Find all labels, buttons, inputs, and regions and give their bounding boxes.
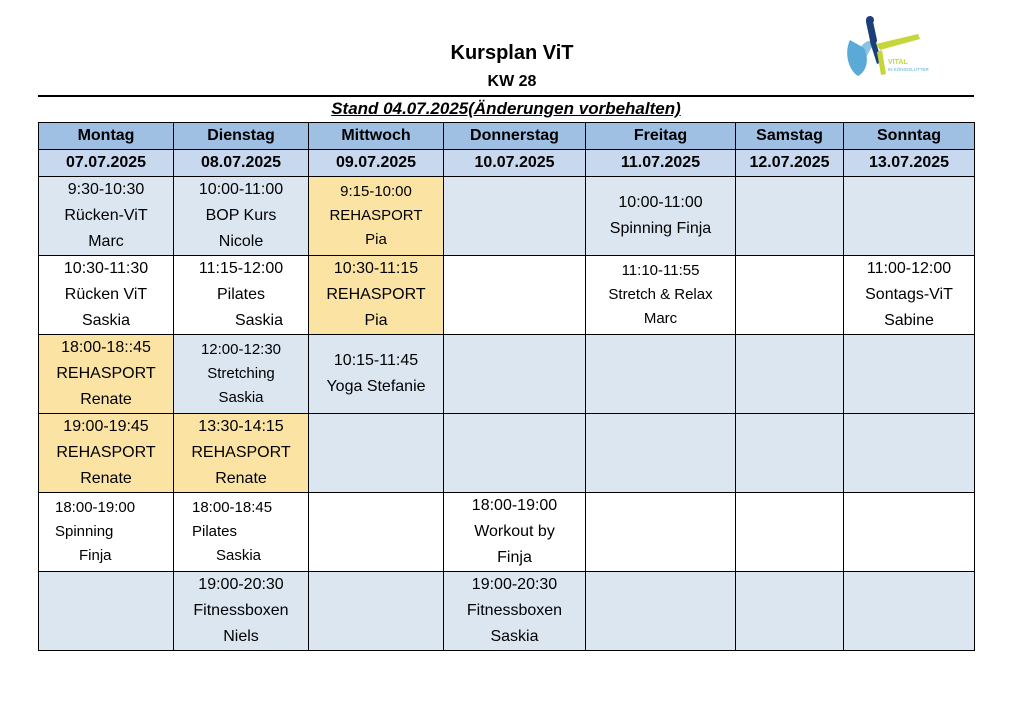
- week-label: KW 28: [487, 73, 537, 90]
- schedule-row: [39, 414, 975, 493]
- course-cell: [174, 572, 309, 651]
- course-time: 18:00-19:00: [55, 499, 136, 516]
- schedule-row: [39, 256, 975, 335]
- logo-text-place: IN KÖNIGSLUTTER: [888, 67, 929, 72]
- course-time: 9:15-10:00: [340, 183, 412, 200]
- course-time: 10:30-11:30: [63, 260, 149, 277]
- course-name: Spinning Finja: [609, 220, 712, 237]
- day-date: 10.07.2025: [444, 150, 586, 177]
- course-trainer: Saskia: [218, 389, 264, 406]
- empty-cell: [736, 493, 844, 572]
- course-cell-rehasport: [39, 414, 174, 493]
- course-name: BOP Kurs: [205, 207, 277, 224]
- empty-cell: [736, 256, 844, 335]
- empty-cell: [736, 177, 844, 256]
- date-row: [39, 150, 975, 177]
- course-name: Rücken ViT: [64, 286, 148, 303]
- day-header: Mittwoch: [309, 123, 444, 150]
- empty-cell: [844, 414, 975, 493]
- course-time: 10:15-11:45: [333, 352, 419, 369]
- course-name: Pilates: [216, 286, 266, 303]
- course-name: Stretching: [207, 365, 275, 382]
- course-trainer: Finja: [497, 549, 532, 566]
- empty-cell: [844, 572, 975, 651]
- empty-cell: [309, 414, 444, 493]
- day-header: Montag: [39, 123, 174, 150]
- course-name: Fitnessboxen: [193, 602, 289, 619]
- course-name: REHASPORT: [56, 365, 156, 382]
- empty-cell: [586, 572, 736, 651]
- course-name: Rücken-ViT: [64, 207, 148, 224]
- course-cell: [39, 493, 174, 572]
- course-trainer: Renate: [80, 391, 132, 408]
- course-time: 18:00-19:00: [471, 497, 558, 514]
- empty-cell: [586, 493, 736, 572]
- course-time: 10:00-11:00: [618, 194, 703, 211]
- course-cell: [174, 256, 309, 335]
- course-trainer: Niels: [223, 628, 259, 645]
- day-date: 12.07.2025: [736, 150, 844, 177]
- course-cell-rehasport: [309, 256, 444, 335]
- day-date: 07.07.2025: [39, 150, 174, 177]
- course-trainer: Pia: [364, 312, 388, 329]
- course-cell: [444, 493, 586, 572]
- course-cell: [174, 177, 309, 256]
- course-time: 10:00-11:00: [198, 181, 284, 198]
- course-trainer: Marc: [643, 310, 678, 327]
- course-cell: [444, 572, 586, 651]
- course-cell: [586, 177, 736, 256]
- empty-cell: [586, 335, 736, 414]
- course-trainer: Renate: [215, 470, 267, 487]
- course-cell: [309, 335, 444, 414]
- course-name: Fitnessboxen: [466, 602, 563, 619]
- empty-cell: [844, 493, 975, 572]
- course-time: 12:00-12:30: [200, 341, 282, 358]
- stand-note: Stand 04.07.2025(Änderungen vorbehalten): [331, 99, 681, 118]
- empty-cell: [444, 256, 586, 335]
- empty-cell: [309, 572, 444, 651]
- course-time: 19:00-19:45: [63, 418, 149, 435]
- course-trainer: Renate: [80, 470, 132, 487]
- schedule-row: [39, 572, 975, 651]
- empty-cell: [39, 572, 174, 651]
- course-name: Yoga Stefanie: [326, 378, 426, 395]
- course-name: REHASPORT: [191, 444, 291, 461]
- schedule-row: [39, 335, 975, 414]
- course-name: Workout by: [474, 523, 555, 540]
- empty-cell: [586, 414, 736, 493]
- course-trainer: Pia: [365, 231, 387, 248]
- course-trainer: Saskia: [490, 628, 539, 645]
- day-header: Samstag: [736, 123, 844, 150]
- empty-cell: [844, 335, 975, 414]
- day-date: 13.07.2025: [844, 150, 975, 177]
- empty-cell: [736, 414, 844, 493]
- course-cell: [174, 493, 309, 572]
- empty-cell: [736, 335, 844, 414]
- course-name: REHASPORT: [329, 207, 423, 224]
- course-name: REHASPORT: [326, 286, 426, 303]
- day-header: Sonntag: [844, 123, 975, 150]
- course-time: 11:00-12:00: [866, 260, 952, 277]
- course-cell-rehasport: [174, 414, 309, 493]
- course-trainer: Finja: [79, 547, 112, 564]
- course-time: 19:00-20:30: [198, 576, 284, 593]
- empty-cell: [844, 177, 975, 256]
- course-name: Spinning: [55, 523, 114, 540]
- empty-cell: [444, 414, 586, 493]
- empty-cell: [444, 177, 586, 256]
- day-header: Dienstag: [174, 123, 309, 150]
- vit-logo: [836, 12, 936, 84]
- course-time: 18:00-18:45: [192, 499, 273, 516]
- day-date: 11.07.2025: [586, 150, 736, 177]
- course-time: 13:30-14:15: [198, 418, 284, 435]
- day-header: Freitag: [586, 123, 736, 150]
- course-name: Stretch & Relax: [608, 286, 713, 303]
- page-title: Kursplan ViT: [450, 42, 574, 64]
- course-trainer: Sabine: [884, 312, 934, 329]
- title-divider: [38, 95, 974, 97]
- course-trainer: Nicole: [218, 233, 264, 250]
- course-name: Pilates: [192, 523, 238, 540]
- vit-logo-graphic: [836, 12, 936, 84]
- course-name: Sontags-ViT: [865, 286, 953, 303]
- course-trainer: Marc: [88, 233, 124, 250]
- schedule-row: [39, 177, 975, 256]
- course-cell: [844, 256, 975, 335]
- course-time: 10:30-11:15: [333, 260, 419, 277]
- course-time: 9:30-10:30: [67, 181, 145, 198]
- course-cell: [39, 256, 174, 335]
- course-time: 11:15-12:00: [198, 260, 284, 277]
- course-trainer: Saskia: [216, 547, 262, 564]
- course-trainer: Saskia: [81, 312, 131, 329]
- empty-cell: [309, 493, 444, 572]
- course-name: REHASPORT: [56, 444, 156, 461]
- course-cell-rehasport: [39, 335, 174, 414]
- schedule-row: [39, 493, 975, 572]
- day-header-row: [39, 123, 975, 150]
- logo-text-vital: VITAL: [888, 59, 908, 66]
- day-header: Donnerstag: [444, 123, 586, 150]
- course-cell: [586, 256, 736, 335]
- course-cell: [174, 335, 309, 414]
- course-schedule-table: [38, 122, 975, 651]
- empty-cell: [736, 572, 844, 651]
- day-date: 08.07.2025: [174, 150, 309, 177]
- course-time: 18:00-18::45: [61, 339, 151, 356]
- course-time: 19:00-20:30: [471, 576, 558, 593]
- day-date: 09.07.2025: [309, 150, 444, 177]
- course-cell: [39, 177, 174, 256]
- course-cell-rehasport: [309, 177, 444, 256]
- course-time: 11:10-11:55: [621, 262, 700, 279]
- empty-cell: [444, 335, 586, 414]
- course-trainer: Saskia: [234, 312, 284, 329]
